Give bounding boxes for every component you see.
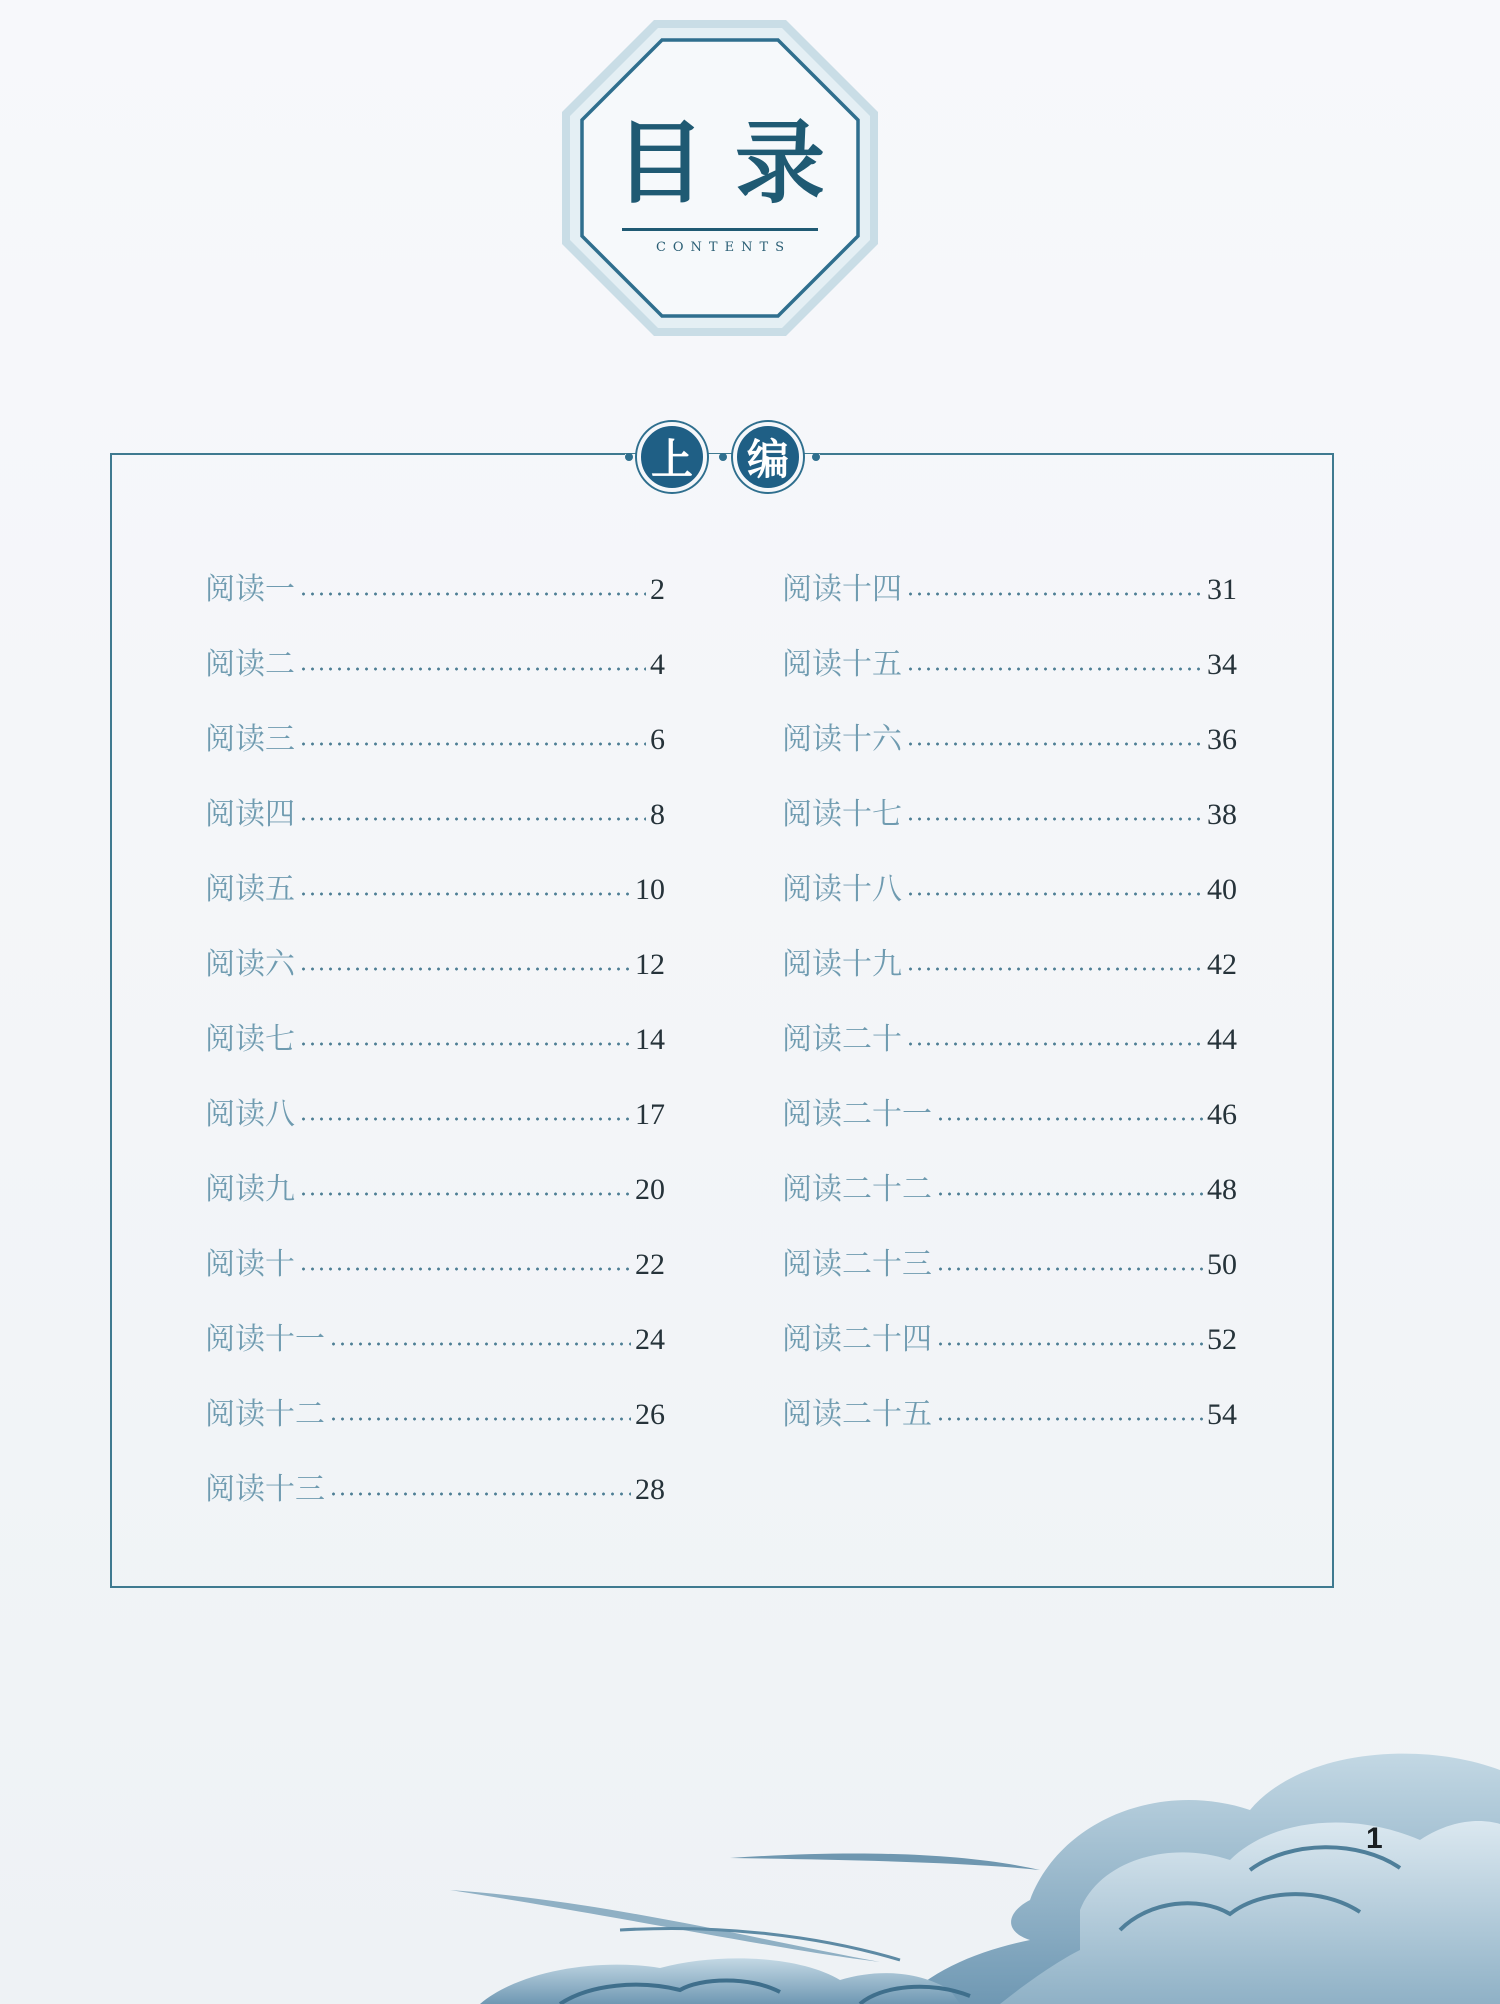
toc-entry[interactable]	[782, 1077, 1237, 1152]
toc-entry-page: 40	[1207, 872, 1237, 906]
toc-leader-dots	[906, 667, 1203, 671]
toc-entry[interactable]	[782, 777, 1237, 852]
toc-entry-page: 31	[1207, 572, 1237, 606]
toc-entry-title: 阅读十七	[782, 796, 902, 832]
toc-entry-title: 阅读二十	[782, 1021, 902, 1057]
toc-entry-page: 6	[650, 722, 665, 756]
toc-entry-page: 46	[1207, 1097, 1237, 1131]
toc-entry-title: 阅读十六	[782, 721, 902, 757]
toc-entry-page: 24	[635, 1322, 665, 1356]
page-title: 目录	[615, 110, 855, 216]
toc-entry[interactable]	[782, 1377, 1237, 1452]
toc-leader-dots	[906, 967, 1203, 971]
toc-entry-title: 阅读十	[205, 1246, 295, 1282]
toc-leader-dots	[299, 742, 646, 746]
toc-entry-title: 阅读二	[205, 646, 295, 682]
heading-dot-middle	[719, 453, 727, 461]
toc-leader-dots	[906, 742, 1203, 746]
toc-entry-page: 26	[635, 1397, 665, 1431]
heading-dot-left	[625, 453, 633, 461]
heading-dot-right	[812, 453, 820, 461]
toc-entry-title: 阅读三	[205, 721, 295, 757]
toc-entry-title: 阅读二十五	[782, 1396, 932, 1432]
toc-entry-page: 42	[1207, 947, 1237, 981]
toc-entry[interactable]	[205, 927, 665, 1002]
toc-leader-dots	[299, 967, 631, 971]
toc-entry-title: 阅读十三	[205, 1471, 325, 1507]
toc-entry[interactable]	[205, 1152, 665, 1227]
toc-entry-page: 14	[635, 1022, 665, 1056]
toc-entry-page: 36	[1207, 722, 1237, 756]
toc-leader-dots	[299, 892, 631, 896]
toc-entry-title: 阅读十一	[205, 1321, 325, 1357]
toc-entry-page: 8	[650, 797, 665, 831]
toc-entry[interactable]	[782, 1302, 1237, 1377]
toc-entry-title: 阅读八	[205, 1096, 295, 1132]
toc-leader-dots	[299, 1042, 631, 1046]
toc-entry-page: 12	[635, 947, 665, 981]
section-char-1: 上	[637, 422, 707, 492]
toc-entry-page: 22	[635, 1247, 665, 1281]
toc-entry[interactable]	[205, 777, 665, 852]
toc-entry-title: 阅读四	[205, 796, 295, 832]
toc-entry[interactable]	[782, 702, 1237, 777]
contents-title-badge	[560, 18, 880, 338]
toc-entry[interactable]	[782, 927, 1237, 1002]
toc-leader-dots	[299, 592, 646, 596]
page-number: 1	[1366, 1822, 1383, 1855]
toc-entry-page: 38	[1207, 797, 1237, 831]
toc-leader-dots	[936, 1417, 1203, 1421]
toc-entry[interactable]	[205, 702, 665, 777]
toc-entry-page: 20	[635, 1172, 665, 1206]
toc-column-right	[782, 552, 1237, 1452]
toc-entry-title: 阅读十四	[782, 571, 902, 607]
toc-leader-dots	[299, 1117, 631, 1121]
toc-entry-title: 阅读二十二	[782, 1171, 932, 1207]
toc-entry[interactable]	[205, 1302, 665, 1377]
toc-entry-title: 阅读二十一	[782, 1096, 932, 1132]
toc-entry-page: 48	[1207, 1172, 1237, 1206]
section-heading	[625, 420, 820, 494]
toc-leader-dots	[906, 592, 1203, 596]
toc-entry-title: 阅读十二	[205, 1396, 325, 1432]
toc-leader-dots	[299, 1192, 631, 1196]
toc-leader-dots	[936, 1342, 1203, 1346]
toc-entry-page: 44	[1207, 1022, 1237, 1056]
toc-entry-page: 50	[1207, 1247, 1237, 1281]
toc-leader-dots	[299, 667, 646, 671]
toc-entry[interactable]	[782, 552, 1237, 627]
toc-leader-dots	[329, 1492, 631, 1496]
toc-entry-page: 2	[650, 572, 665, 606]
toc-entry[interactable]	[205, 1077, 665, 1152]
toc-column-left	[205, 552, 665, 1527]
toc-entry[interactable]	[205, 1452, 665, 1527]
toc-entry-page: 54	[1207, 1397, 1237, 1431]
toc-leader-dots	[936, 1117, 1203, 1121]
toc-entry-page: 17	[635, 1097, 665, 1131]
toc-entry[interactable]	[782, 852, 1237, 927]
toc-leader-dots	[906, 817, 1203, 821]
toc-leader-dots	[299, 1267, 631, 1271]
toc-leader-dots	[906, 892, 1203, 896]
page-subtitle: CONTENTS	[655, 240, 792, 255]
toc-entry-title: 阅读十九	[782, 946, 902, 982]
toc-entry[interactable]	[782, 627, 1237, 702]
toc-entry[interactable]	[782, 1002, 1237, 1077]
toc-entry-page: 10	[635, 872, 665, 906]
toc-leader-dots	[329, 1342, 631, 1346]
toc-entry[interactable]	[205, 852, 665, 927]
toc-leader-dots	[299, 817, 646, 821]
toc-entry[interactable]	[782, 1227, 1237, 1302]
toc-entry-title: 阅读五	[205, 871, 295, 907]
toc-entry-page: 28	[635, 1472, 665, 1506]
toc-entry-title: 阅读七	[205, 1021, 295, 1057]
cloud-decoration-icon	[0, 1700, 1500, 2004]
toc-entry-page: 34	[1207, 647, 1237, 681]
toc-entry[interactable]	[205, 627, 665, 702]
toc-entry-title: 阅读九	[205, 1171, 295, 1207]
toc-entry[interactable]	[205, 1227, 665, 1302]
toc-entry-title: 阅读二十四	[782, 1321, 932, 1357]
toc-entry-title: 阅读十八	[782, 871, 902, 907]
toc-entry[interactable]	[205, 1377, 665, 1452]
toc-leader-dots	[906, 1042, 1203, 1046]
toc-entry-page: 52	[1207, 1322, 1237, 1356]
toc-entry-title: 阅读一	[205, 571, 295, 607]
toc-entry[interactable]	[782, 1152, 1237, 1227]
toc-entry[interactable]	[205, 1002, 665, 1077]
title-divider	[622, 228, 818, 231]
toc-leader-dots	[936, 1192, 1203, 1196]
toc-entry-title: 阅读六	[205, 946, 295, 982]
toc-entry-title: 阅读二十三	[782, 1246, 932, 1282]
toc-leader-dots	[329, 1417, 631, 1421]
toc-entry[interactable]	[205, 552, 665, 627]
toc-leader-dots	[936, 1267, 1203, 1271]
section-char-2: 编	[733, 422, 803, 492]
toc-entry-page: 4	[650, 647, 665, 681]
toc-entry-title: 阅读十五	[782, 646, 902, 682]
